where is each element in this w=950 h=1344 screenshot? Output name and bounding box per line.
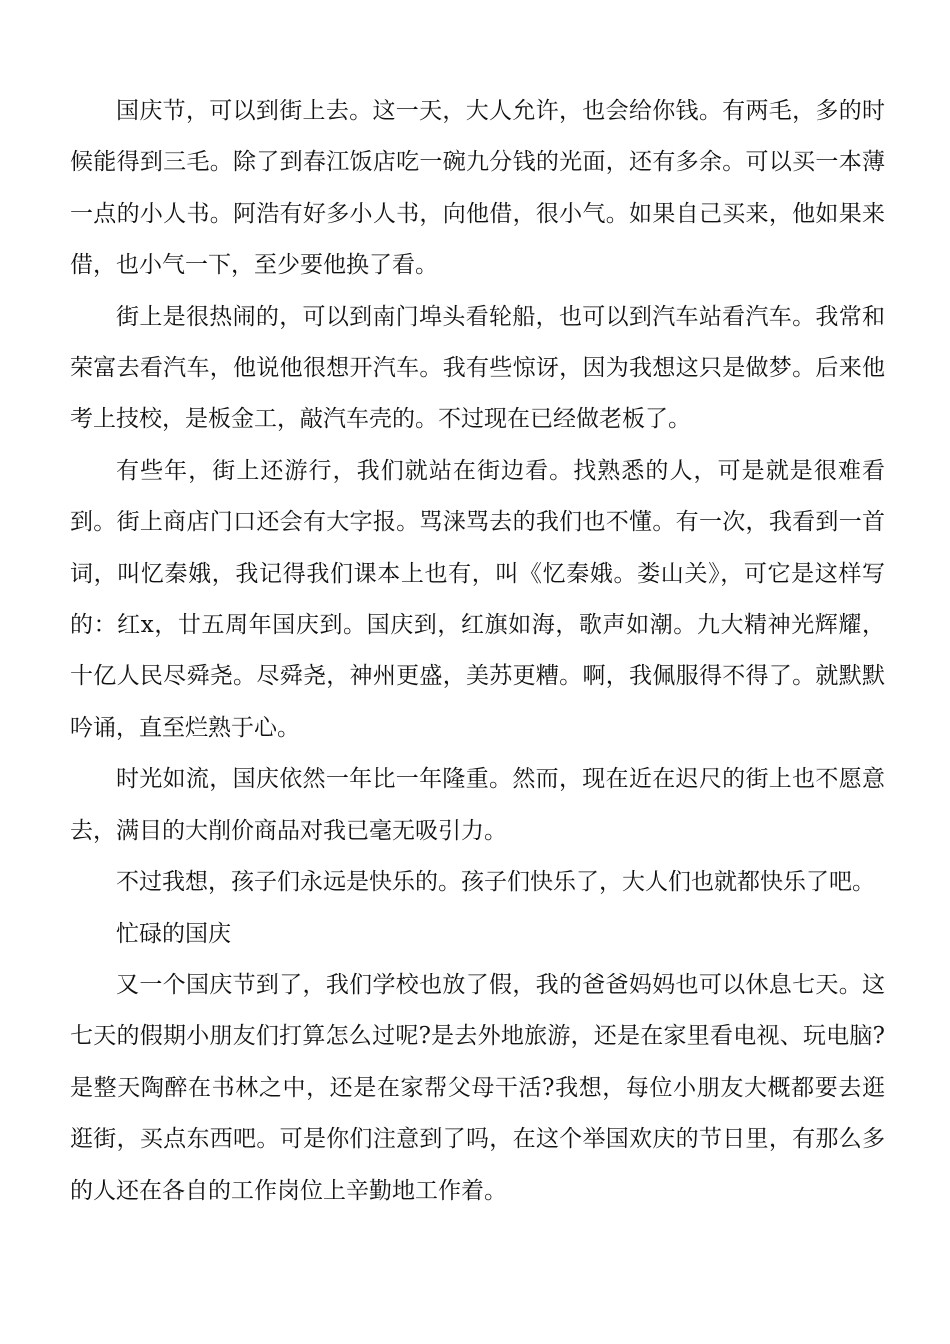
paragraph-4: 时光如流，国庆依然一年比一年隆重。然而，现在近在迟尺的街上也不愿意去，满目的大削价商品对我已毫无吸引力。	[70, 766, 885, 844]
paragraph-5: 不过我想，孩子们永远是快乐的。孩子们快乐了，大人们也就都快乐了吧。	[116, 869, 875, 896]
section-paragraph-1: 又一个国庆节到了，我们学校也放了假，我的爸爸妈妈也可以休息七天。这七天的假期小朋友们打算怎么过呢?是去外地旅游，还是在家里看电视、玩电脑?是整天陶醉在书林之中，还是在家帮父母干活?我想，每位小朋友大概都要去逛逛街，买点东西吧。可是你们注意到了吗，在这个举国欢庆的节日里，有那么多的人还在各自的工作岗位上辛勤地工作着。	[70, 971, 885, 1204]
paragraph-1: 国庆节，可以到街上去。这一天，大人允许，也会给你钱。有两毛，多的时候能得到三毛。除了到春江饭店吃一碗九分钱的光面，还有多余。可以买一本薄一点的小人书。阿浩有好多小人书，向他借，很小气。如果自己买来，他如果来借，也小气一下，至少要他换了看。	[70, 98, 885, 279]
paragraph-3: 有些年，街上还游行，我们就站在街边看。找熟悉的人，可是就是很难看到。街上商店门口还会有大字报。骂涞骂去的我们也不懂。有一次，我看到一首词，叫忆秦娥，我记得我们课本上也有，叫《忆秦娥。娄山关》，可它是这样写的：红x，廿五周年国庆到。国庆到，红旗如海，歌声如潮。九大精神光辉耀，十亿人民尽舜尧。尽舜尧，神州更盛，美苏更糟。啊，我佩服得不得了。就默默吟诵，直至烂熟于心。	[70, 457, 885, 741]
paragraph-2: 街上是很热闹的，可以到南门埠头看轮船，也可以到汽车站看汽车。我常和荣富去看汽车，他说他很想开汽车。我有些惊讶，因为我想这只是做梦。后来他考上技校，是板金工，敲汽车壳的。不过现在已经做老板了。	[70, 303, 885, 433]
section-title: 忙碌的国庆	[116, 920, 231, 947]
document-page	[70, 86, 885, 1217]
